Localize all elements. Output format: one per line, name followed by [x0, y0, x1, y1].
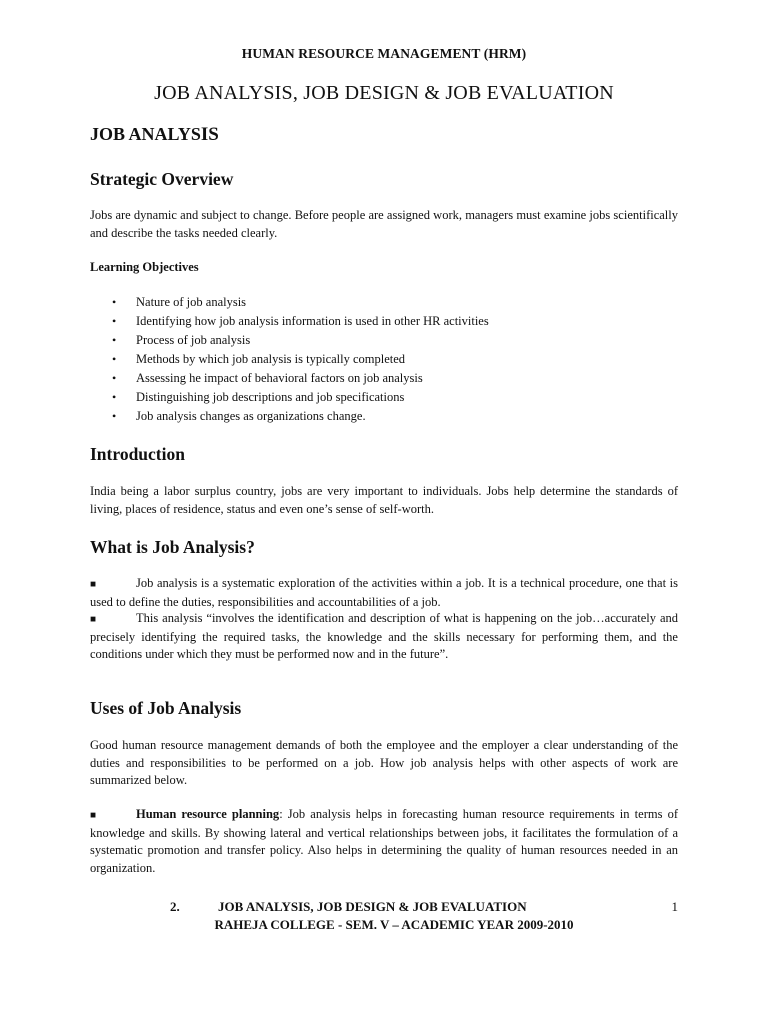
list-item: • Job analysis changes as organizations change. [90, 407, 678, 426]
introduction-text: India being a labor surplus country, jobs are very important to individuals. Jobs help determine the standards of living, places of residence, status and even one’s sense of self-worth. [90, 484, 678, 516]
document-title: JOB ANALYSIS, JOB DESIGN & JOB EVALUATION [154, 82, 614, 104]
footer-chapter-number: 2. [170, 899, 180, 914]
bullet-icon: • [112, 333, 117, 347]
list-item: • Identifying how job analysis information is used in other HR activities [90, 312, 678, 331]
square-bullet-icon: ■ [90, 810, 97, 821]
learning-objectives-list [90, 293, 678, 426]
square-bullet-icon: ■ [90, 614, 97, 625]
course-header: HUMAN RESOURCE MANAGEMENT (HRM) [241, 46, 527, 61]
uses-intro-text: Good human resource management demands of both the employee and the employer a clear understanding of the duties and responsibilities to be performed on a job. How job analysis helps with other aspects of work are summarized below. [90, 738, 678, 788]
page-footer [90, 898, 678, 934]
bullet-icon: • [112, 390, 117, 404]
uses-of-job-analysis-heading: Uses of Job Analysis [90, 698, 242, 718]
list-item: • Distinguishing job descriptions and job specifications [90, 388, 678, 407]
bullet-icon: • [112, 295, 117, 309]
bullet-icon: • [112, 352, 117, 366]
what-is-point-1: ■ Job analysis is a systematic exploration of the activities within a job. It is a technical procedure, one that is used to define the duties, responsibilities and accountabilities of a job. [90, 576, 678, 609]
footer-chapter-title: JOB ANALYSIS, JOB DESIGN & JOB EVALUATION [218, 899, 527, 914]
list-item: • Methods by which job analysis is typically completed [90, 350, 678, 369]
footer-college-line: RAHEJA COLLEGE - SEM. V – ACADEMIC YEAR 2009-2010 [214, 917, 574, 932]
introduction-heading: Introduction [90, 444, 185, 464]
bullet-icon: • [112, 314, 117, 328]
list-item: • Nature of job analysis [90, 293, 678, 312]
document-page [90, 0, 678, 1024]
what-is-point-2: ■ This analysis “involves the identification and description of what is happening on the job…accurately and precisely identifying the required tasks, the knowledge and the skills necessary for performing them, and the conditions under which they must be performed now and in the future”. [90, 611, 678, 662]
what-is-job-analysis-heading: What is Job Analysis? [90, 537, 255, 557]
hr-planning-point: ■ Human resource planning: Job analysis helps in forecasting human resource requirements in terms of knowledge and skills. By showing lateral and vertical relationships between jobs, it facilitates the formulation of a systematic promotion and transfer policy. Also helps in determining the quality of human resources needed in an organization. [90, 807, 678, 875]
footer-chapter-row [90, 898, 678, 916]
list-item: • Process of job analysis [90, 331, 678, 350]
bullet-icon: • [112, 371, 117, 385]
list-item: • Assessing he impact of behavioral factors on job analysis [90, 369, 678, 388]
footer-page-number: 1 [671, 899, 678, 914]
job-analysis-heading-tail: IS [200, 124, 219, 145]
strategic-overview-heading: Strategic Overview [90, 169, 234, 189]
square-bullet-icon: ■ [90, 579, 97, 590]
bullet-icon: • [112, 409, 117, 423]
job-analysis-heading-main: JOB ANALYS [90, 124, 201, 144]
learning-objectives-heading: Learning Objectives [90, 260, 199, 274]
strategic-overview-text: Jobs are dynamic and subject to change. Before people are assigned work, managers must examine jobs scientifically and describe the tasks needed clearly. [90, 208, 678, 240]
hr-planning-label: Human resource planning [136, 807, 280, 821]
section-heading-job-analysis [90, 124, 219, 146]
